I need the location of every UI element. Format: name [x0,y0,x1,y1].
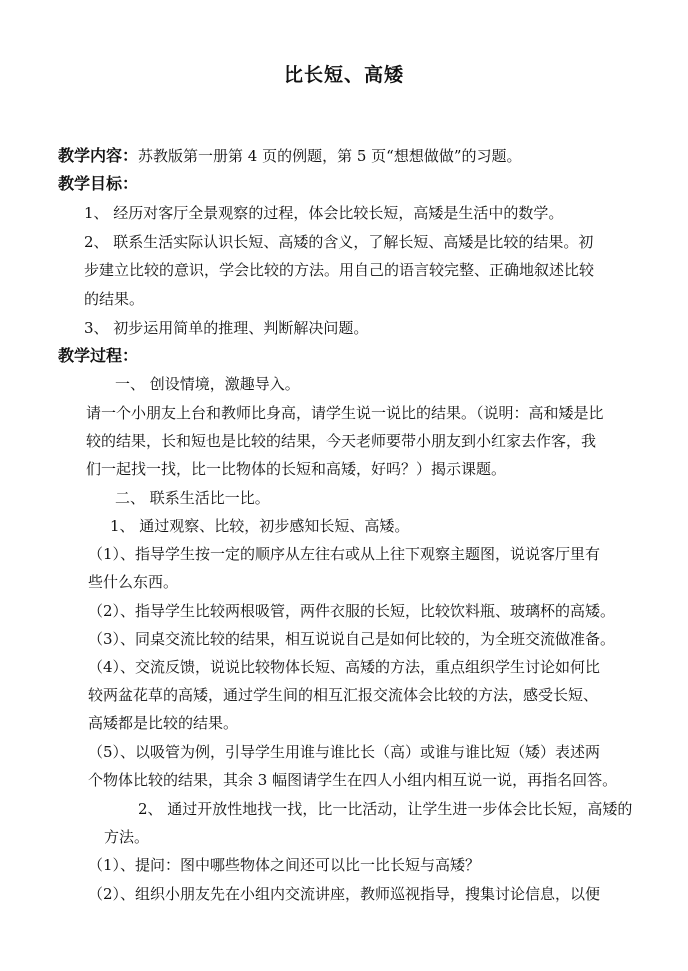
goals-heading: 教学目标： [58,174,139,193]
section-1-para-line-2: 较的结果，长和短也是比较的结果，今天老师要带小朋友到小红家去作客，我 [86,432,597,450]
item-5-line-2: 个物体比较的结果，其余 3 幅图请学生在四人小组内相互说一说，再指名回答。 [88,771,618,789]
item-5-line-1: （5）、以吸管为例，引导学生用谁与谁比长（高）或谁与谁比短（矮）表述两 [88,743,601,761]
teaching-content-line [58,146,522,166]
goal-1: 1、 经历对客厅全景观察的过程，体会比较长短，高矮是生活中的数学。 [84,204,564,222]
section-1-para-line-1: 请一个小朋友上台和教师比身高，请学生说一说比的结果。（说明：高和矮是比 [86,404,604,422]
goal-2-line-2: 步建立比较的意识，学会比较的方法。用自己的语言较完整、正确地叙述比较 [84,261,595,279]
item-j2: （2）、组织小朋友先在小组内交流讲座，教师巡视指导，搜集讨论信息，以便 [88,885,601,903]
goal-2-line-3: 的结果。 [84,290,145,308]
item-4-line-2: 较两盆花草的高矮，通过学生间的相互汇报交流体会比较的方法，感受长短、 [88,686,599,704]
subsection-2-line-2: 方法。 [104,828,150,846]
item-4-line-1: （4）、交流反馈，说说比较物体长短、高矮的方法，重点组织学生讨论如何比 [88,658,601,676]
section-1-para-line-3: 们一起找一找，比一比物体的长短和高矮，好吗？）揭示课题。 [86,460,507,478]
subsection-2-line-1: 2、 通过开放性地找一找，比一比活动，让学生进一步体会比长短，高矮的 [138,800,633,818]
section-2-heading: 二、 联系生活比一比。 [115,489,270,507]
section-1-heading: 一、 创设情境，激趣导入。 [115,375,300,393]
goal-3: 3、 初步运用简单的推理、判断解决问题。 [84,319,369,337]
subsection-1-heading: 1、 通过观察、比较，初步感知长短、高矮。 [110,517,410,535]
process-heading: 教学过程： [58,346,139,365]
teaching-content-text: 苏教版第一册第 4 页的例题，第 5 页“想想做做”的习题。 [138,147,522,165]
item-j1: （1）、提问：图中哪些物体之间还可以比一比长短与高矮？ [88,856,481,874]
item-1-line-1: （1）、指导学生按一定的顺序从左往右或从上往下观察主题图，说说客厅里有 [88,545,601,563]
item-2: （2）、指导学生比较两根吸管，两件衣服的长短，比较饮料瓶、玻璃杯的高矮。 [88,602,616,620]
item-4-line-3: 高矮都是比较的结果。 [88,714,239,732]
item-1-line-2: 些什么东西。 [88,573,179,591]
page-title: 比长短、高矮 [283,64,404,86]
item-3: （3）、同桌交流比较的结果，相互说说自己是如何比较的，为全班交流做准备。 [88,630,616,648]
goal-2-line-1: 2、 联系生活实际认识长短、高矮的含义，了解长短、高矮是比较的结果。初 [84,233,594,251]
teaching-content-label: 教学内容： [58,146,139,165]
